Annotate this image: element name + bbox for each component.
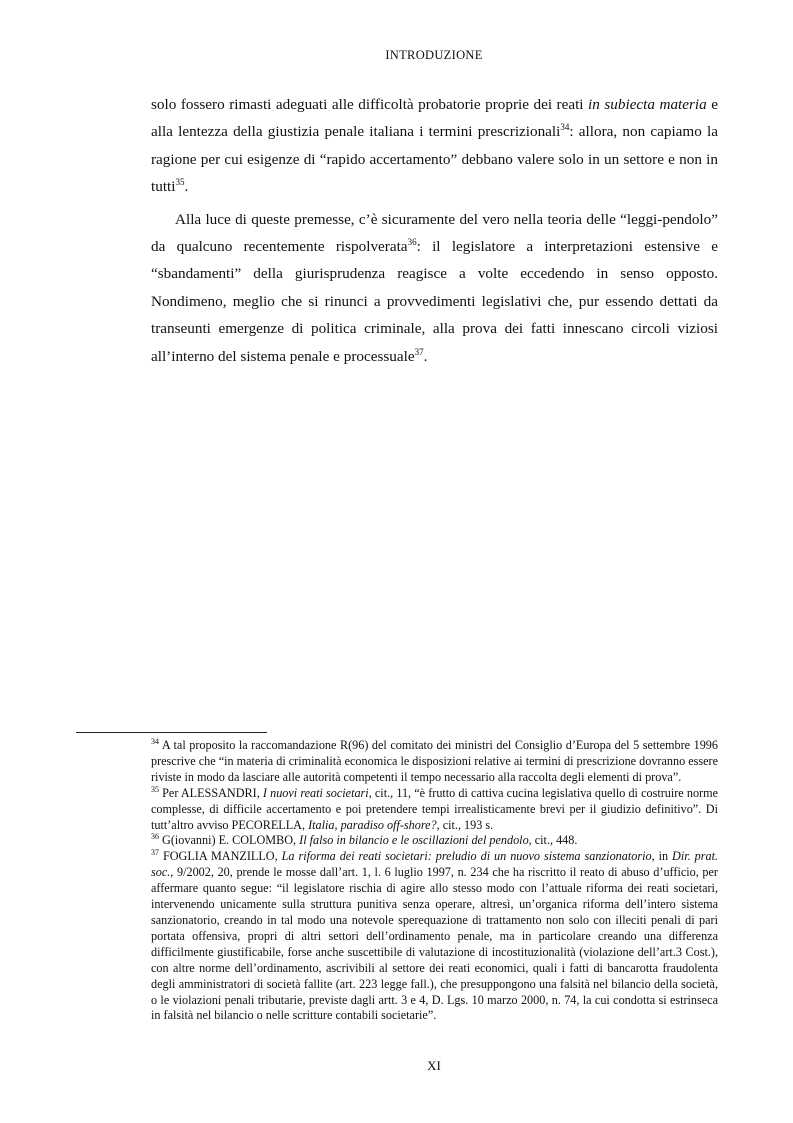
footnote-text: , 9/2002, 20, prende le mosse dall’art. 1, l. 6 luglio 1997, n. 234 che ha riscritto il reato di abuso d’ufficio, per affermare quanto segue: “il legislatore rischia di agire allo stesso modo con l’attuale riforma dei reati societari, intervenendo unicamente sulla struttura punitiva senza operare, altresì, un’organica riforma dell’intero sistema sanzionatorio, creando in tal modo una notevole sperequazione di trattamento non solo con illeciti penali di pari portata offensiva, propri di altri settori dell’ordinamento penale, ma in particolare creando una differenza difficilmente giustificabile, forse anche suscettibile di valutazione di incostituzionalità (violazione dell’art.3 Cost.), con altre norme dell’ordinamento, ascrivibili al settore dei reati economici, quali i fatti di bancarotta fraudolenta degli amministratori di società fallite (art. 223 legge fall.), che presuppongono una falsità nel bilancio della società, o le violazioni penali tributarie, previste dagli artt. 3 e 4, D. Lgs. 10 marzo 2000, n. 74, la cui condotta si estrinseca in falsità nel bilancio o nelle scritture contabili societarie”. xyxy=(151,865,718,1023)
footnote-ref-34[interactable]: 34 xyxy=(560,122,570,133)
footnote-separator xyxy=(76,732,267,733)
italic-phrase: in subiecta materia xyxy=(588,96,707,113)
text-span: e alla lentezza della giustizia penale italiana i termini prescrizionali xyxy=(151,96,719,141)
main-text xyxy=(151,91,718,370)
footnote-number: 36 xyxy=(151,832,159,842)
text-span: : allora, non capiamo la ragione per cui esigenze di “rapido accertamento” debbano valere solo in un settore e non in tutti xyxy=(151,123,718,196)
text-span: Alla luce di queste premesse, c’è sicuramente del vero nella teoria delle “leggi-pendolo” da qualcuno recentemente rispolverata xyxy=(151,210,718,256)
text-span: . xyxy=(423,347,428,365)
footnote-number: 34 xyxy=(151,736,159,746)
footnote-37 xyxy=(151,849,718,1024)
text-span: : il legislatore a interpretazioni estensive e “sbandamenti” della giurisprudenza reagisce a volte eccedendo in senso opposto. Nondimeno, meglio che si rinunci a provvedimenti legislativi che, pur essendo dettati da transeunti emergenze di politica criminale, alla prova dei fatti innescano circoli viziosi all’interno del sistema penale e processuale xyxy=(151,238,719,365)
footnote-text: , in xyxy=(651,849,673,864)
footnote-text: Per ALESSANDRI, xyxy=(159,785,263,800)
footnote-number: 37 xyxy=(151,848,159,858)
footnote-text: A tal proposito la raccomandazione R(96) del comitato dei ministri del Consiglio d’Europa del 5 settembre 1996 prescrive che “in materia di criminalità economica le disposizioni relative ai termini di prescrizione dovranno essere riviste in modo da lasciare alle autorità competenti il tempo necessario alla raccolta degli elementi di prova”. xyxy=(151,738,718,784)
footnote-text: , cit., 11, “è frutto di cattiva cucina legislativa quello di costruire norme complesse, di difficile accertamento e poi pretendere tempi irrealisticamente brevi per il giudizio definitivo”. Di tutt’altro avviso PECORELLA, xyxy=(151,785,718,832)
footnote-36 xyxy=(151,833,718,849)
footnote-italic: Il falso in bilancio e le oscillazioni del pendolo xyxy=(299,833,529,848)
text-span: solo fossero rimasti adeguati alle difficoltà probatorie proprie dei reati xyxy=(151,96,589,113)
footnote-number: 35 xyxy=(151,784,159,794)
running-header: INTRODUZIONE xyxy=(385,48,483,62)
paragraph-2 xyxy=(151,206,718,370)
footnotes xyxy=(151,738,718,1024)
footnote-34 xyxy=(151,738,718,786)
footnote-text: , cit., 193 s. xyxy=(436,817,494,832)
footnote-italic: I nuovi reati societari xyxy=(262,785,369,800)
footnote-35 xyxy=(151,786,718,834)
footnote-text: G(iovanni) E. COLOMBO, xyxy=(159,833,300,848)
footnote-italic: Dir. prat. soc. xyxy=(151,849,719,880)
text-span: . xyxy=(184,178,189,196)
footnote-text: , cit., 448. xyxy=(528,833,578,848)
footnote-italic: La riforma dei reati societari: preludio di un nuovo sistema sanzionatorio xyxy=(281,849,652,864)
footnote-text: FOGLIA MANZILLO, xyxy=(159,849,282,864)
footnote-ref-35[interactable]: 35 xyxy=(175,177,185,188)
paragraph-1 xyxy=(151,91,718,201)
page-number: XI xyxy=(427,1058,441,1073)
footnote-ref-36[interactable]: 36 xyxy=(407,236,417,247)
footnote-ref-37[interactable]: 37 xyxy=(414,346,424,357)
footnote-italic: Italia, paradiso off-shore? xyxy=(308,817,437,832)
